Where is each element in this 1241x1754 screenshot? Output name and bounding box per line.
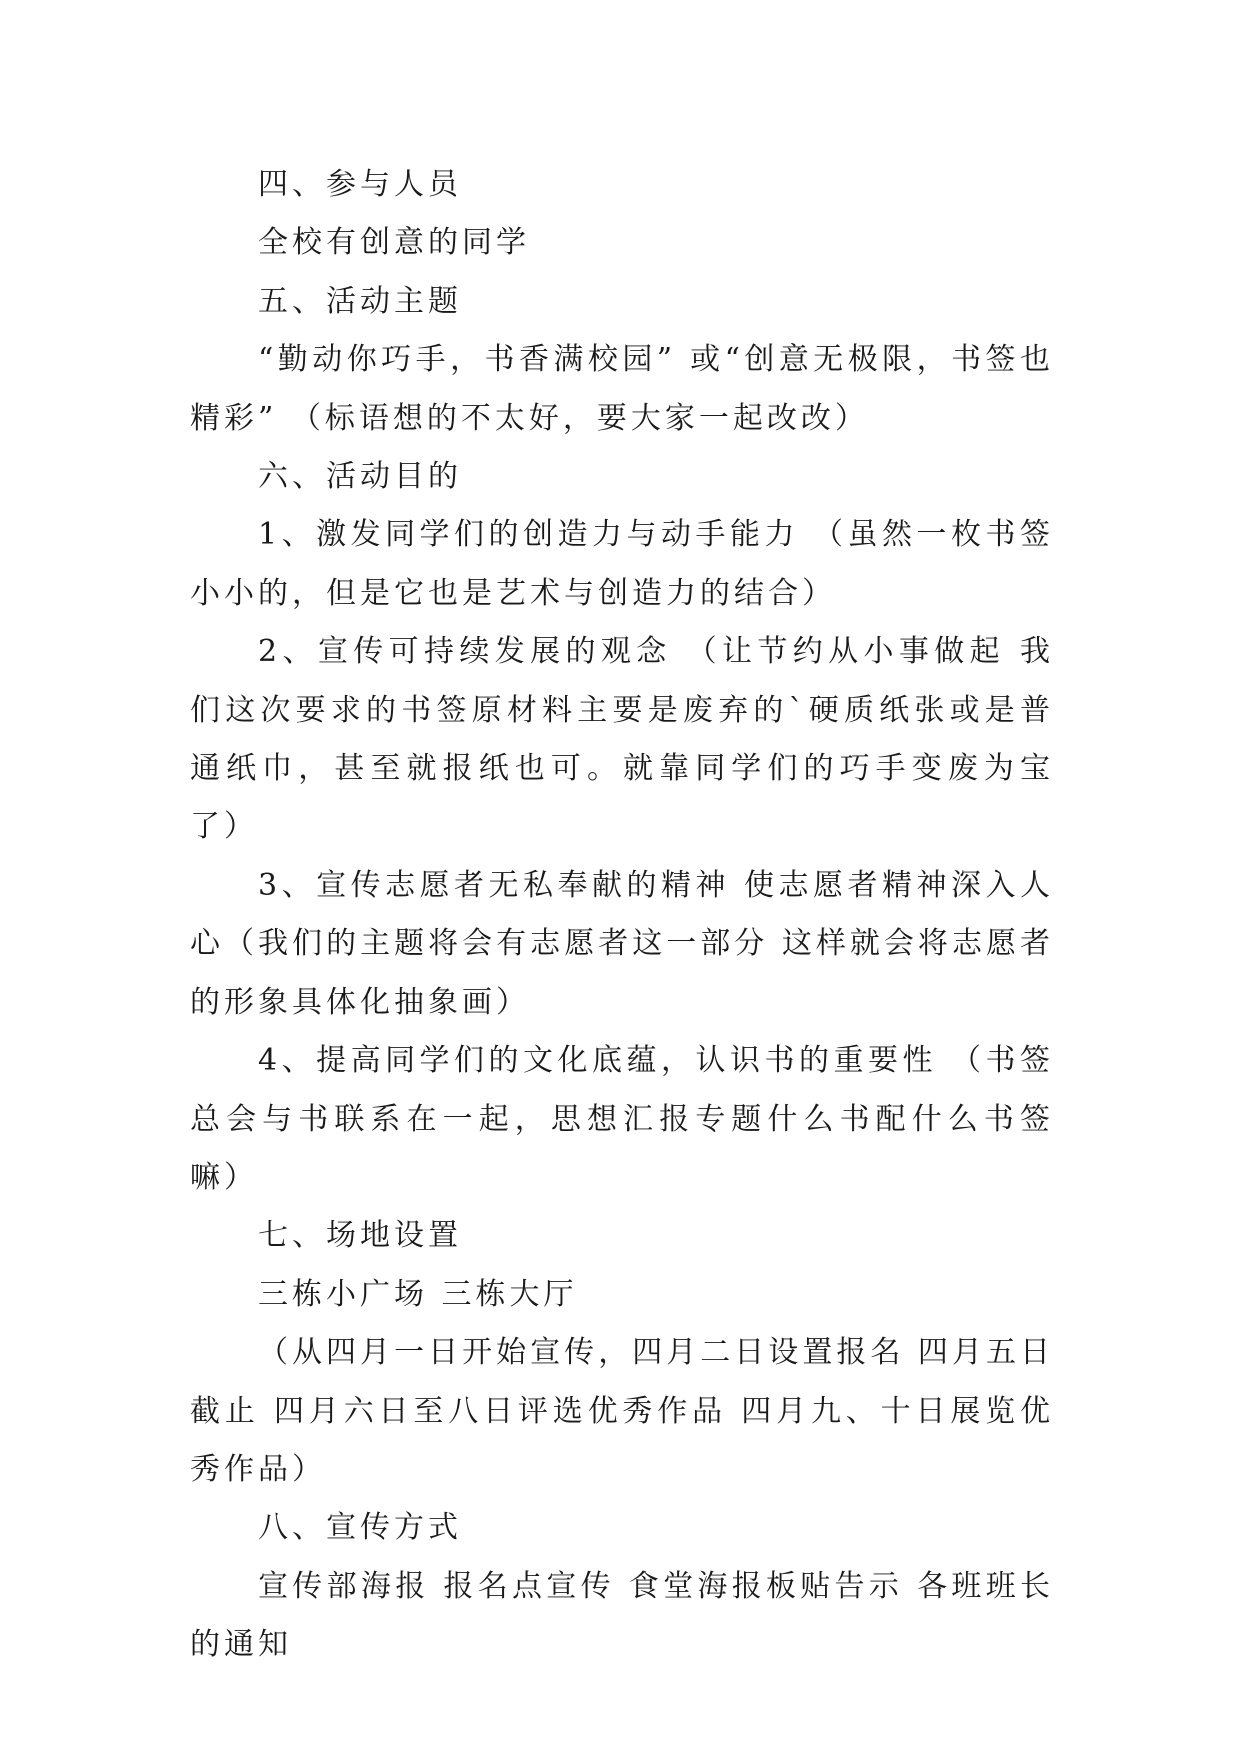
section-heading-purpose: 六、活动目的 <box>258 459 462 495</box>
section-heading-theme: 五、活动主题 <box>258 283 462 319</box>
paragraph-purpose-3: 3、宣传志愿者无私奉献的精神 使志愿者精神深入人心（我们的主题将会有志愿者这一部分 这样就会将志愿者的形象具体化抽象画） <box>190 867 1054 1020</box>
paragraph-purpose-2: 2、宣传可持续发展的观念 （让节约从小事做起 我们这次要求的书签原材料主要是废弃的`硬质纸张或是普通纸巾，甚至就报纸也可。就靠同学们的巧手变废为宝了） <box>190 634 1054 845</box>
paragraph-theme: “勤动你巧手，书香满校园” 或“创意无极限，书签也精彩” （标语想的不太好，要大家一起改改） <box>190 342 1054 436</box>
section-heading-promotion: 八、宣传方式 <box>258 1510 462 1546</box>
paragraph-participants: 全校有创意的同学 <box>258 225 530 261</box>
paragraph-promotion: 宣传部海报 报名点宣传 食堂海报板贴告示 各班班长的通知 <box>190 1568 1054 1663</box>
section-heading-participants: 四、参与人员 <box>258 167 462 202</box>
paragraph-venue: 三栋小广场 三栋大厅 <box>258 1276 578 1312</box>
document-body <box>190 156 1054 1675</box>
paragraph-schedule: （从四月一日开始宣传，四月二日设置报名 四月五日截止 四月六日至八日评选优秀作品 四月九、十日展览优秀作品） <box>190 1335 1054 1487</box>
section-heading-venue: 七、场地设置 <box>258 1218 462 1254</box>
paragraph-purpose-4: 4、提高同学们的文化底蕴，认识书的重要性 （书签总会与书联系在一起，思想汇报专题什么书配什么书签嘛） <box>190 1043 1054 1195</box>
paragraph-purpose-1: 1、激发同学们的创造力与动手能力 （虽然一枚书签小小的，但是它也是艺术与创造力的结合） <box>190 517 1054 611</box>
